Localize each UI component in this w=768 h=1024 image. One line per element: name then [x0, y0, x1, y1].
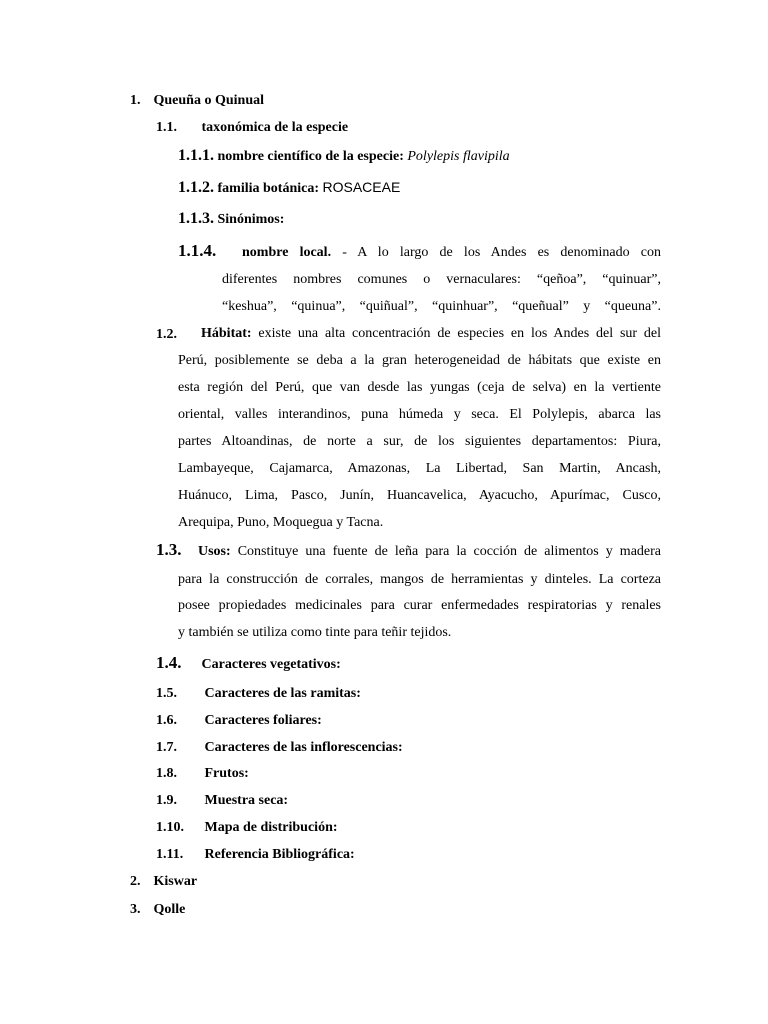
- heading-1-1-1: [178, 147, 510, 166]
- heading-1-1-4-line1: [242, 239, 661, 266]
- paragraph-line: Perú, posiblemente se deba a la gran heterogeneidad de hábitats que existe en: [178, 353, 661, 368]
- heading-label: Caracteres foliares:: [204, 713, 322, 728]
- heading-1-5: [156, 685, 361, 703]
- heading-number: 1.1.: [156, 120, 177, 135]
- heading-label: Hábitat:: [201, 326, 252, 341]
- heading-3: [130, 901, 185, 919]
- paragraph-line: Arequipa, Puno, Moquegua y Tacna.: [178, 515, 384, 530]
- paragraph-line: y también se utiliza como tinte para teñir tejidos.: [178, 625, 452, 640]
- heading-number: 1.1.3.: [178, 210, 214, 227]
- paragraph-line: Huánuco, Lima, Pasco, Junín, Huancavelica, Ayacucho, Apurímac, Cusco,: [178, 488, 661, 503]
- heading-1-6: [156, 712, 322, 730]
- heading-label: Qolle: [153, 902, 186, 917]
- heading-number: 1.10.: [156, 820, 184, 835]
- heading-number: 1.4.: [156, 653, 182, 672]
- paragraph-line: Lambayeque, Cajamarca, Amazonas, La Libertad, San Martin, Ancash,: [178, 461, 661, 476]
- paragraph-line: partes Altoandinas, de norte a sur, de los siguientes departamentos: Piura,: [178, 434, 661, 449]
- heading-number: 1.1.1.: [178, 147, 214, 164]
- heading-label: Sinónimos:: [217, 212, 285, 227]
- heading-number: 1.8.: [156, 766, 177, 781]
- paragraph-text: existe una alta concentración de especies en los Andes del sur del: [258, 326, 661, 341]
- paragraph-line: diferentes nombres comunes o vernaculares: “qeñoa”, “quinuar”,: [222, 272, 661, 287]
- heading-1-1-4-number: [178, 242, 216, 262]
- heading-number: 1.3.: [156, 540, 182, 559]
- family-name: ROSACEAE: [322, 179, 401, 195]
- scientific-name: Polylepis flavipila: [407, 149, 510, 164]
- heading-1-9: [156, 792, 288, 810]
- heading-label: nombre científico de la especie:: [217, 149, 404, 164]
- heading-number: 1.: [130, 93, 141, 108]
- heading-label: familia botánica:: [217, 181, 319, 196]
- paragraph-text: - A lo largo de los Andes es denominado con: [342, 245, 662, 260]
- heading-1: [130, 92, 264, 110]
- heading-1-1: [156, 119, 348, 137]
- heading-number: 1.11.: [156, 847, 184, 862]
- heading-1-11: [156, 846, 355, 864]
- heading-label: Kiswar: [153, 874, 198, 889]
- heading-number: 1.7.: [156, 740, 177, 755]
- paragraph-line: para la construcción de corrales, mangos de herramientas y dinteles. La corteza: [178, 572, 661, 587]
- usos-line1: [198, 538, 661, 565]
- heading-1-7: [156, 739, 403, 757]
- paragraph-text: Constituye una fuente de leña para la cocción de alimentos y madera: [237, 544, 661, 559]
- paragraph-line: posee propiedades medicinales para curar enfermedades respiratorias y renales: [178, 598, 661, 613]
- heading-label: taxonómica de la especie: [201, 120, 349, 135]
- paragraph-line: esta región del Perú, que van desde las yungas (ceja de selva) en la vertiente: [178, 380, 661, 395]
- heading-label: Queuña o Quinual: [153, 93, 264, 108]
- paragraph-line: “keshua”, “quinua”, “quiñual”, “quinhuar”, “queñual” y “queuna”.: [222, 299, 661, 314]
- heading-number: 1.9.: [156, 793, 177, 808]
- heading-number: 1.1.4.: [178, 241, 217, 260]
- heading-1-2-number: 1.2.: [156, 327, 177, 342]
- heading-number: 3.: [130, 902, 141, 917]
- heading-1-1-2: [178, 178, 400, 198]
- heading-number: 1.1.2.: [178, 179, 214, 196]
- heading-1-1-3: [178, 210, 284, 229]
- heading-label: Referencia Bibliográfica:: [204, 847, 355, 862]
- heading-1-10: [156, 819, 338, 837]
- heading-2: [130, 873, 197, 891]
- heading-number: 2.: [130, 874, 141, 889]
- heading-number: 1.5.: [156, 686, 177, 701]
- habitat-line1: [201, 320, 661, 347]
- paragraph-line: oriental, valles interandinos, puna húmeda y seca. El Polylepis, abarca las: [178, 407, 661, 422]
- heading-label: nombre local.: [242, 245, 332, 260]
- heading-label: Mapa de distribución:: [204, 820, 338, 835]
- heading-number: 1.6.: [156, 713, 177, 728]
- heading-1-8: [156, 765, 249, 783]
- heading-label: Caracteres de las ramitas:: [204, 686, 361, 701]
- heading-label: Caracteres vegetativos:: [201, 657, 341, 672]
- heading-1-3-number: [156, 541, 182, 561]
- heading-label: Frutos:: [204, 766, 249, 781]
- heading-1-4: [156, 654, 341, 674]
- heading-label: Muestra seca:: [204, 793, 289, 808]
- heading-label: Usos:: [198, 544, 231, 559]
- heading-label: Caracteres de las inflorescencias:: [204, 740, 403, 755]
